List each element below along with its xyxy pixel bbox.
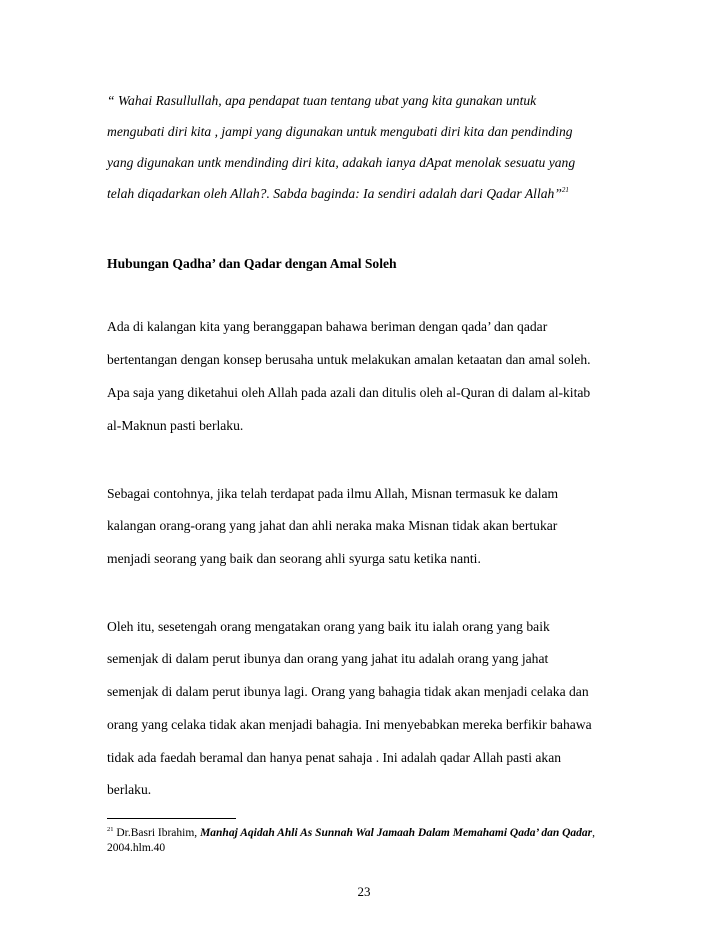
paragraph-3-line-2: semenjak di dalam perut ibunya dan orang yang jahat itu adalah orang yang jahat — [107, 651, 549, 666]
footnote-line-1 — [107, 826, 595, 840]
footnote-title: Manhaj Aqidah Ahli As Sunnah Wal Jamaah Dalam Memahami Qada’ dan Qadar — [200, 827, 593, 839]
paragraph-2-line-2: kalangan orang-orang yang jahat dan ahli neraka maka Misnan tidak akan bertukar — [107, 518, 558, 533]
footnote-number: 21 — [107, 826, 114, 833]
paragraph-2-line-1: Sebagai contohnya, jika telah terdapat pada ilmu Allah, Misnan termasuk ke dalam — [107, 486, 559, 501]
paragraph-2-line-3: menjadi seorang yang baik dan seorang ahli syurga satu ketika nanti. — [107, 551, 481, 566]
paragraph-3-line-6: berlaku. — [107, 782, 152, 797]
quote-line-3: yang digunakan untk mendinding diri kita, adakah ianya dApat menolak sesuatu yang — [107, 155, 576, 170]
paragraph-3-line-3: semenjak di dalam perut ibunya lagi. Orang yang bahagia tidak akan menjadi celaka dan — [107, 684, 589, 699]
page-number: 23 — [357, 884, 371, 899]
quote-line-2: mengubati diri kita , jampi yang digunakan untuk mengubati diri kita dan pendinding — [107, 124, 573, 139]
quote-line-1: “ Wahai Rasullullah, apa pendapat tuan tentang ubat yang kita gunakan untuk — [107, 93, 537, 108]
footnote-trail: , — [592, 827, 595, 839]
paragraph-3-line-4: orang yang celaka tidak akan menjadi bahagia. Ini menyebabkan mereka berfikir bahawa — [107, 717, 592, 732]
footnote-separator — [107, 818, 236, 819]
quote-line-4-text: telah diqadarkan oleh Allah?. Sabda baginda: Ia sendiri adalah dari Qadar Allah” — [107, 186, 562, 201]
paragraph-1-line-4: al-Maknun pasti berlaku. — [107, 418, 244, 433]
footnote-author: Dr.Basri Ibrahim, — [113, 827, 201, 839]
paragraph-1-line-3: Apa saja yang diketahui oleh Allah pada azali dan ditulis oleh al-Quran di dalam al-kitab — [107, 385, 591, 400]
paragraph-1-line-1: Ada di kalangan kita yang beranggapan bahawa beriman dengan qada’ dan qadar — [107, 319, 548, 334]
paragraph-1-line-2: bertentangan dengan konsep berusaha untuk melakukan amalan ketaatan dan amal soleh. — [107, 352, 591, 367]
paragraph-3-line-1: Oleh itu, sesetengah orang mengatakan orang yang baik itu ialah orang yang baik — [107, 619, 550, 634]
paragraph-3-line-5: tidak ada faedah beramal dan hanya penat sahaja . Ini adalah qadar Allah pasti akan — [107, 750, 562, 765]
footnote-ref: 21 — [561, 186, 569, 194]
quote-line-4 — [107, 186, 569, 202]
footnote-line-2: 2004.hlm.40 — [107, 842, 166, 854]
section-heading: Hubungan Qadha’ dan Qadar dengan Amal Soleh — [107, 256, 397, 271]
